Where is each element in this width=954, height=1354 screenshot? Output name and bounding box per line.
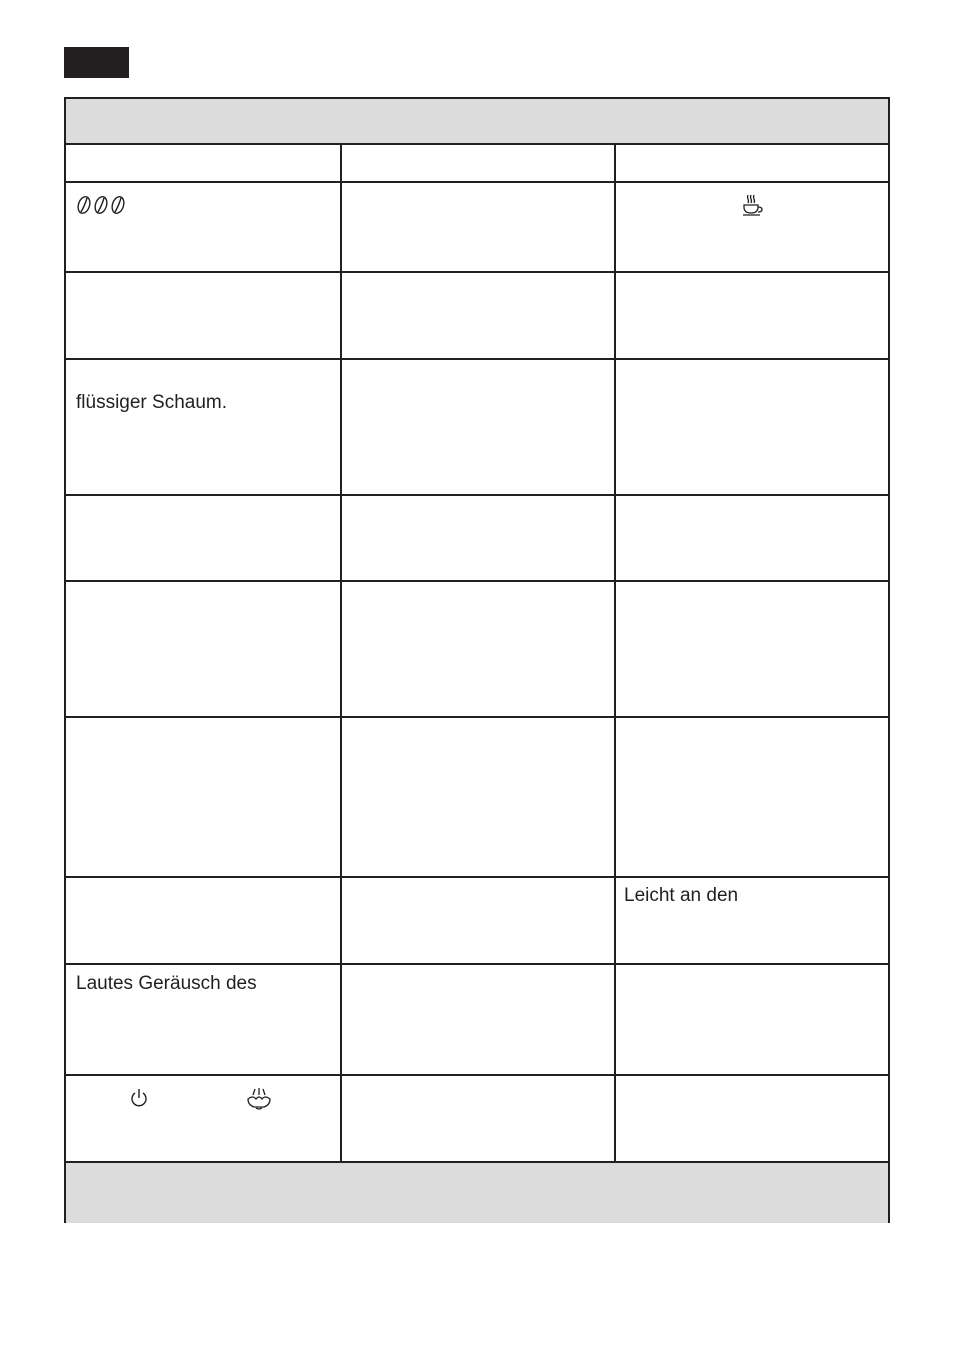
cell-remedy-light: Leicht an den <box>624 885 739 906</box>
steaming-cup-icon <box>742 193 764 217</box>
steam-icon <box>245 1087 273 1111</box>
coffee-beans-icon <box>76 195 128 215</box>
column-divider <box>340 143 342 1161</box>
row-divider <box>66 963 888 965</box>
row-divider <box>66 271 888 273</box>
row-divider <box>66 1074 888 1076</box>
language-tab <box>64 47 129 78</box>
row-divider <box>66 494 888 496</box>
row-divider <box>66 716 888 718</box>
troubleshooting-table <box>64 97 890 1223</box>
table-footer-band <box>66 1161 888 1223</box>
row-divider <box>66 358 888 360</box>
row-divider <box>66 580 888 582</box>
cell-symptom-foam: flüssiger Schaum. <box>76 392 228 413</box>
column-divider <box>614 143 616 1161</box>
row-divider <box>66 876 888 878</box>
power-icon <box>129 1088 149 1108</box>
cell-symptom-noise: Lautes Geräusch des <box>76 973 257 994</box>
header-row-divider <box>66 181 888 183</box>
table-title-band <box>66 99 888 145</box>
